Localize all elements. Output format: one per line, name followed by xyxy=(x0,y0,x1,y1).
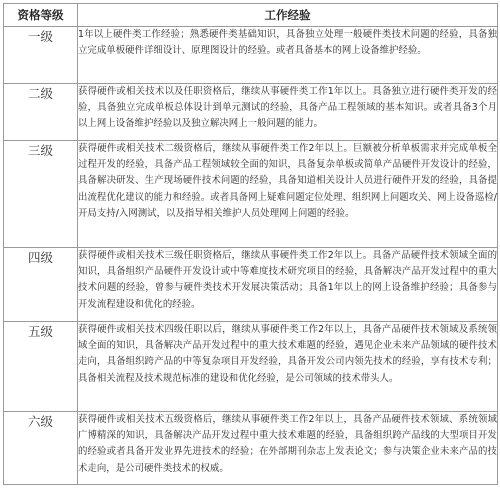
experience-cell: 获得硬件或相关技术三级任职资格后，继续从事硬件类工作2年以上。具备产品硬件技术领域全面的知识，具备组织产品硬件开发设计或中等难度技术研究项目的经验，具备解决产品开发过程中的重大技术问题的经验，曾参与硬件类技术开发展决策活动；具备1年以上的网上设备维护经验；具备参与开发流程建设和优化的经验。 xyxy=(78,248,498,322)
table-row-level-5 xyxy=(4,322,498,412)
table-row-level-4 xyxy=(4,248,498,322)
header-work-experience: 工作经验 xyxy=(78,4,498,27)
header-qualification-level: 资格等级 xyxy=(4,4,78,27)
experience-cell: 获得硬件或相关技术五级资格后，继续从事硬件类工作2年以上，具备产品硬件技术领域、系统领域广博精深的知识，具备解决产品开发过程中重大技术难题的经验，具备组织跨产品线的大型项目开发的经验或者具备开发业界先进技术的经验；在外部期刊杂志上发表论文；参与决策企业未来产品的技术走向，是公司硬件类技术的权威。 xyxy=(78,412,498,485)
experience-cell: 获得硬件或相关技术四级任职以后，继续从事硬件类工作2年以上，具备产品硬件技术领域及系统领域全面的知识，具备解决产品开发过程中的重大技术难题的经验，遇见企业未来产品领域的硬件技术走向，具备组织跨产品的中等复杂项目开发经验，具备开发公司内领先技术的经验，享有技术专利；具备相关流程及技术规范标准的建设和优化经验，是公司领域的技术带头人。 xyxy=(78,322,498,412)
table-row-level-2 xyxy=(4,84,498,141)
level-cell: 二级 xyxy=(4,84,78,141)
qualification-experience-table xyxy=(3,3,498,485)
experience-cell: 1年以上硬件类工作经验；熟悉硬件类基础知识，具备独立处理一般硬件类技术问题的经验，具备独立完成单板硬件详细设计、原理图设计的经验。或者具备基本的网上设备维护经验。 xyxy=(78,27,498,84)
experience-cell: 获得硬件或相关技术二级资格后，继续从事硬件类工作2年以上。巨额被分析单板需求并完成单板全过程开发的经验，具备产品工程领域较全面的知识，具备复杂单板或简单产品硬件开发设计的经验，具备解决研发、生产现场硬件技术问题的经验，具备知道相关设计人员进行硬件开发的经验，具备提出流程优化建议的能力和经验。或者具备网上疑难问题定位处理、组织网上问题攻关、网上设备巡检/开局支持/入网测试，以及指导相关维护人员处理网上问题的经验。 xyxy=(78,141,498,248)
experience-table-container xyxy=(3,3,497,485)
table-row-level-6 xyxy=(4,412,498,485)
table-row-level-1 xyxy=(4,27,498,84)
level-cell: 四级 xyxy=(4,248,78,322)
level-cell: 三级 xyxy=(4,141,78,248)
level-cell: 一级 xyxy=(4,27,78,84)
level-cell: 六级 xyxy=(4,412,78,485)
table-row-level-3 xyxy=(4,141,498,248)
table-header-row xyxy=(4,4,498,27)
experience-cell: 获得硬件或相关技术以及任职资格后，继续从事硬件类工作1年以上。具备独立进行硬件类开发的经验，具备独立完成单板总体设计到单元测试的经验，具备产品工程领域的基本知识。或者具备3个月以上网上设备维护经验以及独立解决网上一般问题的能力。 xyxy=(78,84,498,141)
level-cell: 五级 xyxy=(4,322,78,412)
